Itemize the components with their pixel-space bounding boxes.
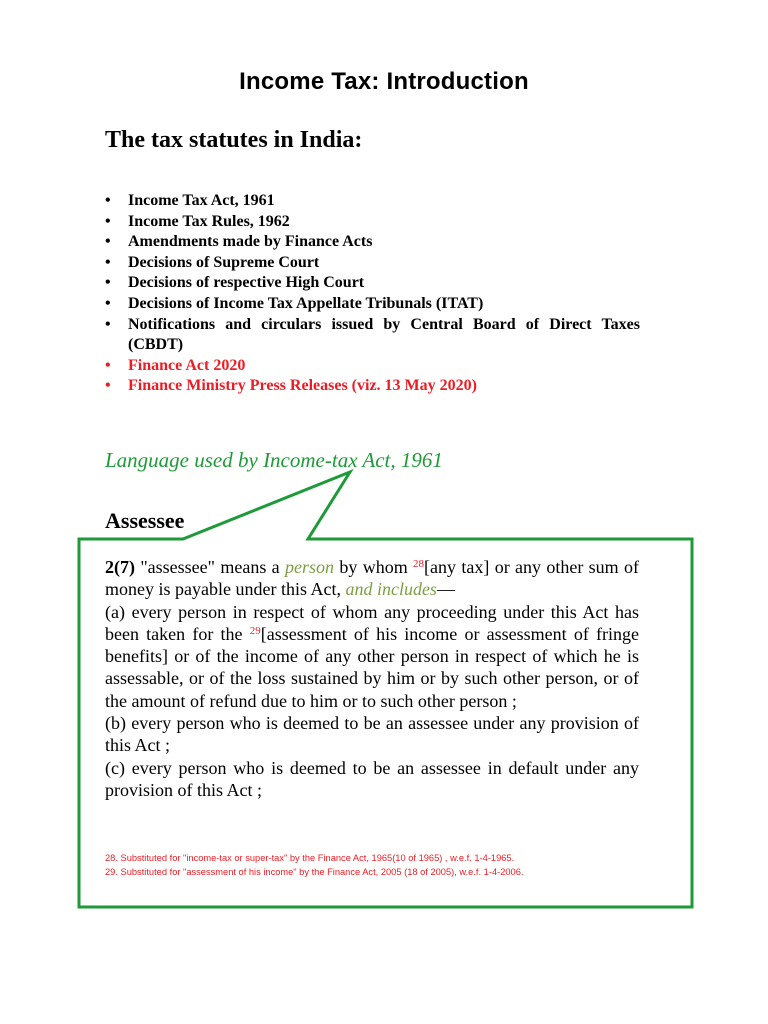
clause-a-text: (a) every person in respect of whom any proceeding under this Act has been taken for the: [105, 601, 639, 644]
statute-item: • Amendments made by Finance Acts: [105, 232, 640, 253]
term-person: person: [285, 557, 335, 577]
statute-item: • Finance Act 2020: [105, 356, 640, 377]
footnote-29: 29. Substituted for "assessment of his income" by the Finance Act, 2005 (18 of 2005), w.e.f. 1-4-2006.: [105, 866, 524, 877]
definition-text: "assessee" means a: [135, 557, 286, 577]
clause-a-text: [assessment of his income or assessment of fringe benefits] or of the income of any other person in respect of which he is assessable, or of the loss sustained by him or by such other person, or of the amount of refund due to him or to such other person ;: [105, 623, 640, 711]
footnote-ref-29: 29: [249, 624, 261, 637]
statute-item: • Finance Ministry Press Releases (viz. 13 May 2020): [105, 376, 640, 397]
assessee-definition: [105, 556, 639, 801]
term-includes: and includes: [345, 579, 437, 600]
statute-item: • Decisions of respective High Court: [105, 273, 640, 294]
definition-text: [any tax] or any other sum of money is payable under this Act,: [105, 557, 640, 600]
footnotes: [105, 852, 645, 879]
statute-item: • Decisions of Income Tax Appellate Tribunals (ITAT): [105, 294, 640, 315]
assessee-heading: Assessee: [105, 508, 185, 533]
footnote-ref-28: 28: [413, 558, 425, 570]
statute-item: • Income Tax Rules, 1962: [105, 212, 640, 233]
clause-c: (c) every person who is deemed to be an assessee in default under any provision of this Act ;: [105, 757, 639, 800]
section-number: 2(7): [105, 557, 135, 577]
statute-item: • Income Tax Act, 1961: [105, 191, 640, 212]
statute-item: • Notifications and circulars issued by Central Board of Direct Taxes (CBDT): [105, 315, 640, 356]
footnote-28: 28. Substituted for "income-tax or super-tax" by the Finance Act, 1965(10 of 1965) , w.e.f. 1-4-1965.: [105, 853, 515, 863]
language-heading: Language used by Income-tax Act, 1961: [105, 448, 443, 472]
definition-intro: [105, 556, 639, 601]
statute-item: • Decisions of Supreme Court: [105, 253, 640, 274]
definition-text: by whom: [334, 557, 414, 577]
page-title: Income Tax: Introduction: [239, 68, 529, 95]
definition-text: —: [436, 579, 455, 600]
clause-a: [105, 601, 639, 712]
section-heading-statutes: The tax statutes in India:: [105, 127, 363, 153]
clause-b: (b) every person who is deemed to be an assessee under any provision of this Act ;: [105, 713, 639, 756]
